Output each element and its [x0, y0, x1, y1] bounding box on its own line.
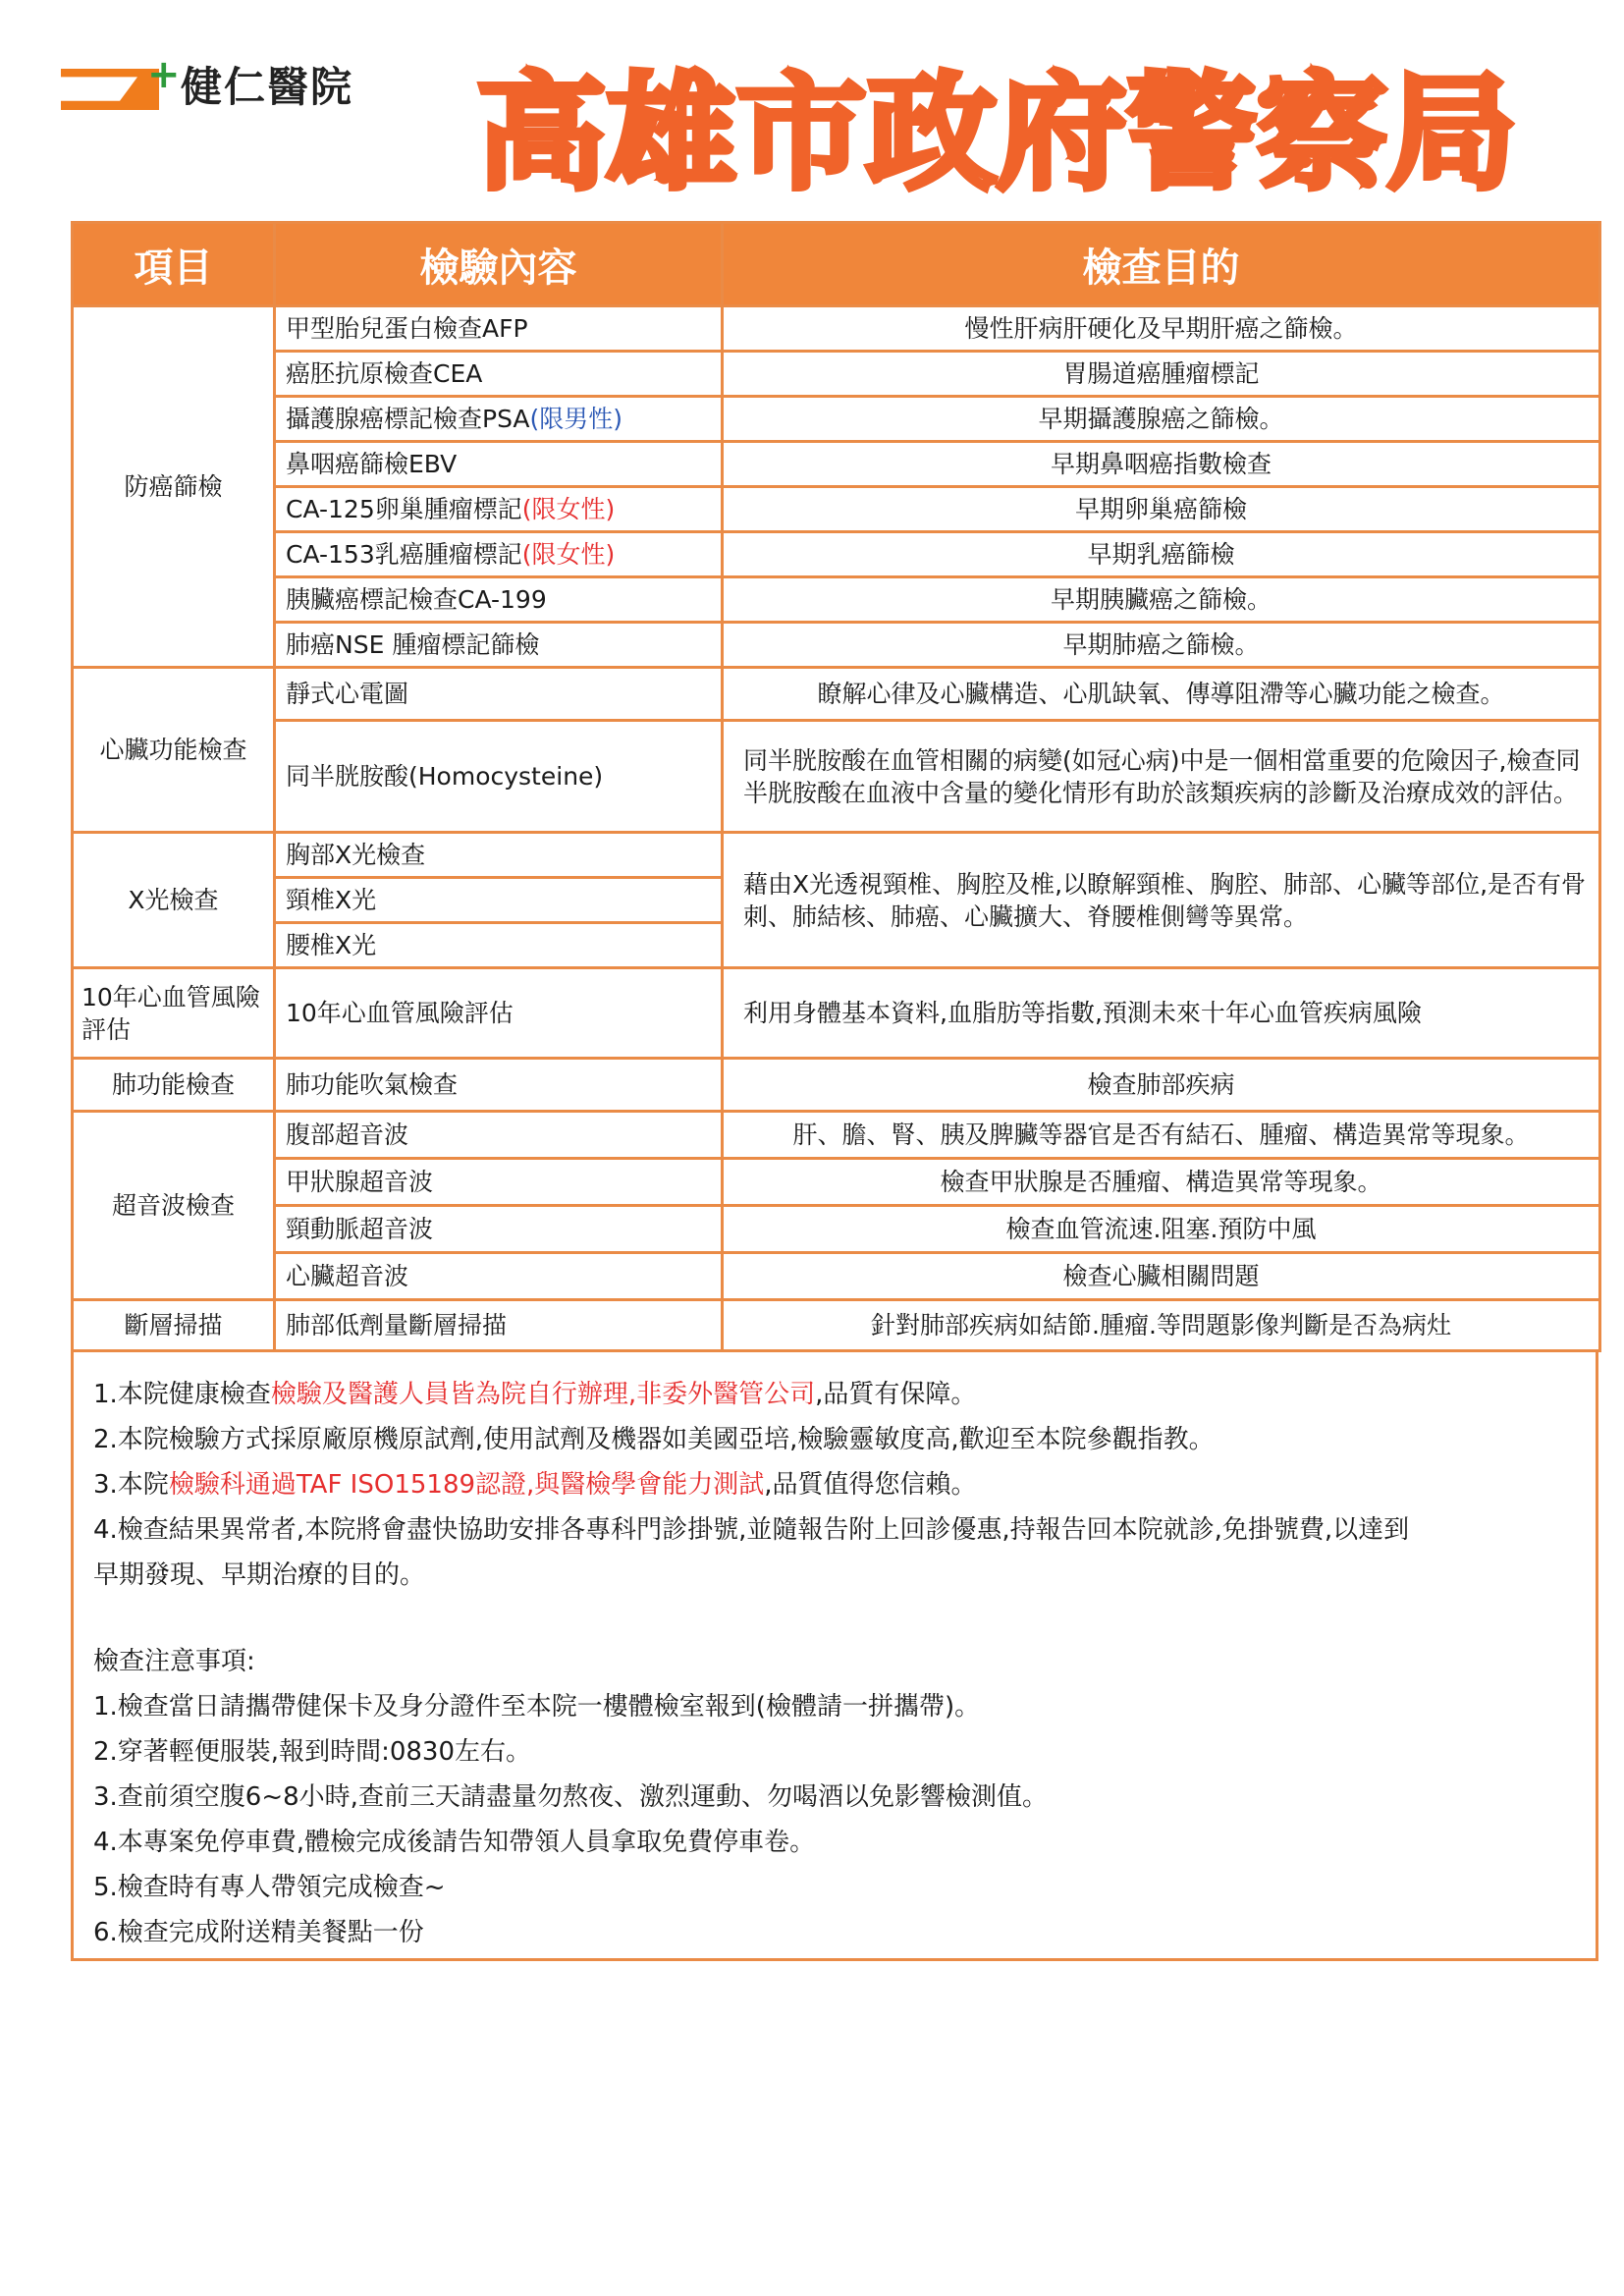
table-row	[73, 1059, 1600, 1112]
table-row	[73, 397, 1600, 442]
item-name: CA-125卵巢腫瘤標記	[286, 495, 522, 523]
purpose-cell: 檢查心臟相關問題	[723, 1253, 1600, 1300]
precaution-item: 2.穿著輕便服裝,報到時間:0830左右。	[93, 1737, 531, 1767]
item-cell: 甲型胎兒蛋白檢查AFP	[275, 306, 723, 352]
item-name: CA-153乳癌腫瘤標記	[286, 540, 522, 569]
note-text: 3.本院	[93, 1470, 169, 1500]
precaution-item: 5.檢查時有專人帶領完成檢查~	[93, 1873, 446, 1902]
purpose-cell: 檢查甲狀腺是否腫瘤、構造異常等現象。	[723, 1159, 1600, 1206]
table-row	[73, 1253, 1600, 1300]
item-cell: 靜式心電圖	[275, 668, 723, 721]
item-cell: 同半胱胺酸(Homocysteine)	[275, 721, 723, 833]
item-cell: 心臟超音波	[275, 1253, 723, 1300]
item-cell: 腰椎X光	[275, 923, 723, 968]
table-row	[73, 623, 1600, 668]
item-cell: 10年心血管風險評估	[275, 968, 723, 1059]
purpose-cell: 早期攝護腺癌之篩檢。	[723, 397, 1600, 442]
item-cell	[275, 532, 723, 577]
note-text: ,品質值得您信賴。	[764, 1470, 977, 1500]
purpose-cell: 早期胰臟癌之篩檢。	[723, 577, 1600, 623]
purpose-cell: 胃腸道癌腫瘤標記	[723, 352, 1600, 397]
category-cell: 防癌篩檢	[73, 306, 275, 668]
hospital-logo	[61, 52, 354, 114]
item-cell: 甲狀腺超音波	[275, 1159, 723, 1206]
category-cell: 肺功能檢查	[73, 1059, 275, 1112]
purpose-cell: 早期鼻咽癌指數檢查	[723, 442, 1600, 487]
table-row	[73, 833, 1600, 878]
header-item: 項目	[73, 223, 275, 306]
purpose-cell: 藉由X光透視頸椎、胸腔及椎,以瞭解頸椎、胸腔、肺部、心臟等部位,是否有骨刺、肺結核、肺癌、心臟擴大、脊腰椎側彎等異常。	[723, 833, 1600, 968]
purpose-cell: 肝、膽、腎、胰及脾臟等器官是否有結石、腫瘤、構造異常等現象。	[723, 1112, 1600, 1159]
item-cell: 胰臟癌標記檢查CA-199	[275, 577, 723, 623]
item-cell: 腹部超音波	[275, 1112, 723, 1159]
item-cell: 頸動脈超音波	[275, 1206, 723, 1253]
category-cell: 心臟功能檢查	[73, 668, 275, 833]
logo-text: 健仁醫院	[181, 63, 354, 111]
table-row	[73, 532, 1600, 577]
purpose-cell: 早期肺癌之篩檢。	[723, 623, 1600, 668]
restriction-note: (限女性)	[521, 540, 616, 569]
note-text: 1.本院健康檢查	[93, 1380, 271, 1409]
item-cell: 肺癌NSE 腫瘤標記篩檢	[275, 623, 723, 668]
purpose-cell: 早期卵巢癌篩檢	[723, 487, 1600, 532]
restriction-note: (限男性)	[529, 405, 623, 433]
item-cell: 肺部低劑量斷層掃描	[275, 1300, 723, 1351]
precaution-item: 6.檢查完成附送精美餐點一份	[93, 1918, 424, 1947]
table-row	[73, 487, 1600, 532]
checkup-table	[71, 221, 1601, 1352]
note-highlight: 檢驗及醫護人員皆為院自行辦理,非委外醫管公司	[270, 1380, 816, 1409]
note-item: 早期發現、早期治療的目的。	[93, 1560, 426, 1590]
table-row	[73, 577, 1600, 623]
category-cell: 超音波檢查	[73, 1112, 275, 1300]
note-item	[93, 1372, 1576, 1417]
item-cell: 癌胚抗原檢查CEA	[275, 352, 723, 397]
category-cell: X光檢查	[73, 833, 275, 968]
note-highlight: 檢驗科通過TAF ISO15189認證,與醫檢學會能力測試	[168, 1470, 765, 1500]
table-row	[73, 1112, 1600, 1159]
item-cell: 鼻咽癌篩檢EBV	[275, 442, 723, 487]
precaution-item: 4.本專案免停車費,體檢完成後請告知帶領人員拿取免費停車卷。	[93, 1828, 816, 1857]
table-row	[73, 1300, 1600, 1351]
table-row	[73, 352, 1600, 397]
table-row	[73, 1159, 1600, 1206]
checkup-table-wrap	[71, 221, 1598, 1961]
table-header-row	[73, 223, 1600, 306]
category-cell: 斷層掃描	[73, 1300, 275, 1351]
note-item: 2.本院檢驗方式採原廠原機原試劑,使用試劑及機器如美國亞培,檢驗靈敏度高,歡迎至本院參觀指教。	[93, 1425, 1215, 1454]
note-item	[93, 1462, 1576, 1507]
item-name: 攝護腺癌標記檢查PSA	[286, 405, 530, 433]
item-cell	[275, 487, 723, 532]
header-content: 檢驗內容	[275, 223, 723, 306]
table-row	[73, 306, 1600, 352]
purpose-cell: 檢查血管流速.阻塞.預防中風	[723, 1206, 1600, 1253]
item-cell: 頸椎X光	[275, 878, 723, 923]
table-row	[73, 668, 1600, 721]
purpose-cell: 同半胱胺酸在血管相關的病變(如冠心病)中是一個相當重要的危險因子,檢查同半胱胺酸在血液中含量的變化情形有助於該類疾病的診斷及治療成效的評估。	[723, 721, 1600, 833]
headline	[461, 61, 1532, 208]
purpose-cell: 檢查肺部疾病	[723, 1059, 1600, 1112]
headline-text: 高雄市政府警察局	[476, 61, 1517, 207]
note-text: ,品質有保障。	[815, 1380, 977, 1409]
table-row	[73, 442, 1600, 487]
item-cell	[275, 397, 723, 442]
logo-mark-icon: +	[61, 55, 169, 114]
note-item: 4.檢查結果異常者,本院將會盡快協助安排各專科門診掛號,並隨報告附上回診優惠,持報告回本院就診,免掛號費,以達到	[93, 1515, 1410, 1545]
purpose-cell: 利用身體基本資料,血脂肪等指數,預測未來十年心血管疾病風險	[723, 968, 1600, 1059]
category-cell: 10年心血管風險評估	[73, 968, 275, 1059]
item-cell: 胸部X光檢查	[275, 833, 723, 878]
header-purpose: 檢查目的	[723, 223, 1600, 306]
precaution-item: 1.檢查當日請攜帶健保卡及身分證件至本院一樓體檢室報到(檢體請一拼攜帶)。	[93, 1692, 981, 1722]
purpose-cell: 針對肺部疾病如結節.腫瘤.等問題影像判斷是否為病灶	[723, 1300, 1600, 1351]
table-row	[73, 968, 1600, 1059]
item-cell: 肺功能吹氣檢查	[275, 1059, 723, 1112]
precautions-title: 檢查注意事項:	[93, 1647, 255, 1676]
purpose-cell: 早期乳癌篩檢	[723, 532, 1600, 577]
table-row	[73, 1206, 1600, 1253]
purpose-cell: 瞭解心律及心臟構造、心肌缺氧、傳導阻滯等心臟功能之檢查。	[723, 668, 1600, 721]
purpose-cell: 慢性肝病肝硬化及早期肝癌之篩檢。	[723, 306, 1600, 352]
restriction-note: (限女性)	[521, 495, 616, 523]
notes-box	[71, 1352, 1598, 1961]
table-row	[73, 721, 1600, 833]
precaution-item: 3.查前須空腹6~8小時,查前三天請盡量勿熬夜、激烈運動、勿喝酒以免影響檢測值。	[93, 1782, 1048, 1812]
